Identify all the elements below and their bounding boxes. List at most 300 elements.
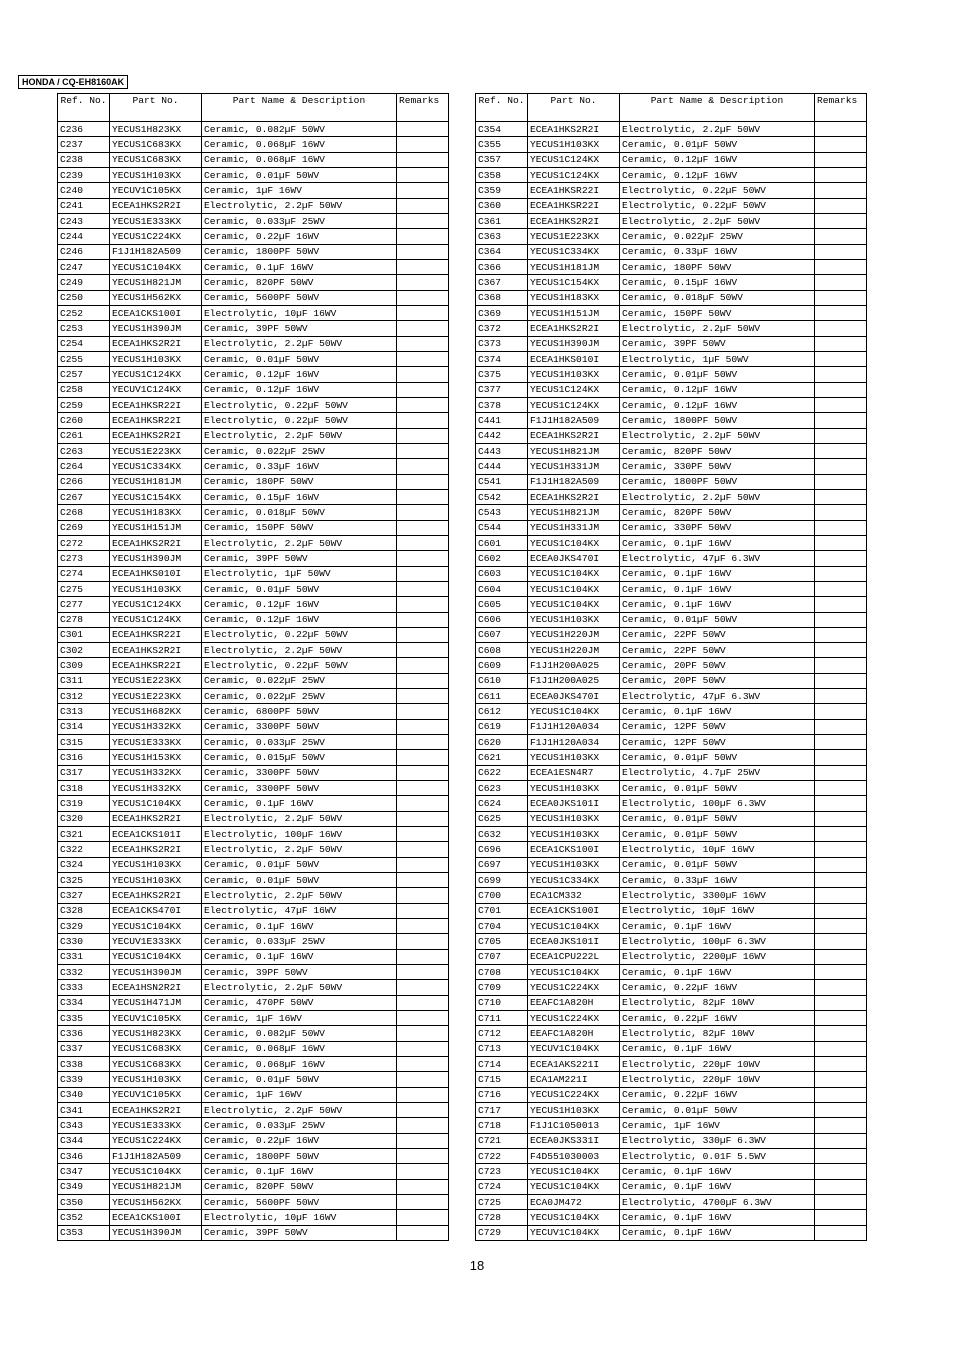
description-cell: Ceramic, 0.33µF 16WV: [620, 873, 815, 888]
description-cell: Ceramic, 20PF 50WV: [620, 658, 815, 673]
remarks-cell: [397, 827, 449, 842]
ref-no-cell: C722: [476, 1148, 528, 1163]
ref-no-cell: C316: [58, 750, 110, 765]
ref-no-cell: C352: [58, 1210, 110, 1225]
ref-no-cell: C375: [476, 367, 528, 382]
part-no-cell: YECUS1H103KX: [110, 873, 202, 888]
table-row: [58, 535, 449, 550]
ref-no-cell: C236: [58, 122, 110, 137]
ref-no-cell: C331: [58, 949, 110, 964]
remarks-cell: [397, 781, 449, 796]
remarks-cell: [815, 597, 867, 612]
remarks-cell: [397, 183, 449, 198]
description-cell: Ceramic, 820PF 50WV: [202, 275, 397, 290]
table-row: [476, 1026, 867, 1041]
part-no-cell: ECEA1HKS2R2I: [110, 643, 202, 658]
description-cell: Ceramic, 0.01µF 50WV: [620, 367, 815, 382]
remarks-cell: [397, 505, 449, 520]
remarks-cell: [397, 842, 449, 857]
ref-no-cell: C311: [58, 673, 110, 688]
description-cell: Ceramic, 0.1µF 16WV: [202, 949, 397, 964]
remarks-cell: [397, 1057, 449, 1072]
table-row: [58, 137, 449, 152]
remarks-cell: [397, 213, 449, 228]
description-cell: Ceramic, 0.1µF 16WV: [620, 965, 815, 980]
description-cell: Electrolytic, 10µF 16WV: [202, 1210, 397, 1225]
ref-no-cell: C377: [476, 382, 528, 397]
ref-no-cell: C714: [476, 1057, 528, 1072]
part-no-cell: YECUS1E223KX: [528, 229, 620, 244]
part-no-cell: ECEA1HKS2R2I: [110, 1103, 202, 1118]
part-no-cell: YECUV1E333KX: [110, 934, 202, 949]
description-cell: Ceramic, 0.22µF 16WV: [202, 1133, 397, 1148]
remarks-cell: [397, 796, 449, 811]
table-row: [58, 934, 449, 949]
table-row: [58, 796, 449, 811]
part-no-cell: YECUS1H103KX: [110, 1072, 202, 1087]
remarks-cell: [815, 137, 867, 152]
ref-no-cell: C261: [58, 428, 110, 443]
part-no-cell: ECEA1CKS470I: [110, 903, 202, 918]
ref-no-cell: C244: [58, 229, 110, 244]
table-row: [58, 719, 449, 734]
ref-no-cell: C266: [58, 474, 110, 489]
description-cell: Electrolytic, 1µF 50WV: [202, 566, 397, 581]
ref-no-cell: C338: [58, 1057, 110, 1072]
ref-no-cell: C604: [476, 581, 528, 596]
ref-no-cell: C704: [476, 919, 528, 934]
remarks-cell: [397, 259, 449, 274]
ref-no-cell: C258: [58, 382, 110, 397]
remarks-cell: [815, 934, 867, 949]
remarks-cell: [815, 551, 867, 566]
ref-no-cell: C317: [58, 765, 110, 780]
part-no-cell: YECUS1C334KX: [528, 244, 620, 259]
description-cell: Electrolytic, 2.2µF 50WV: [202, 428, 397, 443]
description-cell: Electrolytic, 4.7µF 25WV: [620, 765, 815, 780]
part-no-cell: ECA1CM332: [528, 888, 620, 903]
part-no-cell: YECUS1C104KX: [528, 597, 620, 612]
ref-no-cell: C612: [476, 704, 528, 719]
ref-no-cell: C340: [58, 1087, 110, 1102]
description-cell: Ceramic, 0.12µF 16WV: [620, 382, 815, 397]
remarks-cell: [397, 903, 449, 918]
ref-no-cell: C325: [58, 873, 110, 888]
table-row: [476, 980, 867, 995]
description-cell: Ceramic, 0.01µF 50WV: [620, 827, 815, 842]
ref-no-cell: C302: [58, 643, 110, 658]
table-row: [58, 1210, 449, 1225]
remarks-cell: [397, 1103, 449, 1118]
description-cell: Ceramic, 39PF 50WV: [620, 336, 815, 351]
description-cell: Ceramic, 0.01µF 50WV: [202, 873, 397, 888]
part-no-cell: ECEA1HKS2R2I: [110, 428, 202, 443]
remarks-cell: [815, 367, 867, 382]
remarks-cell: [397, 305, 449, 320]
part-no-cell: YECUV1C105KX: [110, 1011, 202, 1026]
part-no-cell: YECUS1C104KX: [110, 259, 202, 274]
part-no-cell: ECEA1HKS2R2I: [528, 428, 620, 443]
remarks-cell: [815, 413, 867, 428]
description-cell: Ceramic, 0.01µF 50WV: [202, 581, 397, 596]
description-cell: Ceramic, 0.1µF 16WV: [202, 259, 397, 274]
ref-no-cell: C353: [58, 1225, 110, 1240]
ref-no-cell: C710: [476, 995, 528, 1010]
table-row: [476, 1164, 867, 1179]
part-no-cell: ECA0JM472: [528, 1194, 620, 1209]
description-cell: Ceramic, 0.15µF 16WV: [202, 489, 397, 504]
ref-no-cell: C541: [476, 474, 528, 489]
table-row: [476, 459, 867, 474]
description-cell: Ceramic, 150PF 50WV: [202, 520, 397, 535]
part-no-cell: YECUS1C154KX: [110, 489, 202, 504]
part-no-cell: ECEA1HKS2R2I: [528, 213, 620, 228]
description-cell: Ceramic, 0.1µF 16WV: [620, 581, 815, 596]
remarks-cell: [815, 1148, 867, 1163]
table-row: [476, 873, 867, 888]
part-no-cell: YECUS1H103KX: [110, 167, 202, 182]
description-cell: Ceramic, 0.1µF 16WV: [620, 1179, 815, 1194]
table-row: [476, 244, 867, 259]
parts-table-right: [475, 93, 867, 1241]
remarks-cell: [397, 321, 449, 336]
description-cell: Electrolytic, 100µF 6.3WV: [620, 796, 815, 811]
ref-no-cell: C725: [476, 1194, 528, 1209]
description-cell: Ceramic, 0.1µF 16WV: [620, 597, 815, 612]
part-no-cell: YECUS1H823KX: [110, 1026, 202, 1041]
remarks-cell: [397, 919, 449, 934]
table-row: [476, 152, 867, 167]
ref-no-cell: C368: [476, 290, 528, 305]
description-cell: Ceramic, 180PF 50WV: [620, 259, 815, 274]
description-cell: Electrolytic, 2.2µF 50WV: [202, 535, 397, 550]
part-no-cell: YECUS1C104KX: [528, 566, 620, 581]
table-row: [476, 382, 867, 397]
ref-no-cell: C277: [58, 597, 110, 612]
remarks-cell: [815, 612, 867, 627]
description-cell: Ceramic, 0.1µF 16WV: [620, 1041, 815, 1056]
remarks-cell: [815, 459, 867, 474]
table-row: [58, 1133, 449, 1148]
part-no-cell: YECUS1C683KX: [110, 1041, 202, 1056]
part-no-cell: YECUS1H332KX: [110, 765, 202, 780]
part-no-cell: YECUS1H821JM: [110, 1179, 202, 1194]
remarks-cell: [815, 229, 867, 244]
description-cell: Ceramic, 0.01µF 50WV: [620, 811, 815, 826]
part-no-cell: F1J1H200A025: [528, 658, 620, 673]
ref-no-cell: C697: [476, 857, 528, 872]
description-cell: Ceramic, 22PF 50WV: [620, 643, 815, 658]
ref-no-cell: C715: [476, 1072, 528, 1087]
table-row: [476, 857, 867, 872]
remarks-cell: [397, 658, 449, 673]
table-row: [58, 995, 449, 1010]
table-row: [58, 367, 449, 382]
part-no-cell: YECUS1H821JM: [110, 275, 202, 290]
remarks-cell: [397, 137, 449, 152]
table-row: [476, 1057, 867, 1072]
description-cell: Electrolytic, 10µF 16WV: [620, 842, 815, 857]
table-row: [476, 811, 867, 826]
remarks-cell: [815, 1011, 867, 1026]
remarks-cell: [397, 673, 449, 688]
ref-no-cell: C711: [476, 1011, 528, 1026]
part-no-cell: YECUS1H220JM: [528, 627, 620, 642]
remarks-cell: [397, 1087, 449, 1102]
part-no-cell: ECA1AM221I: [528, 1072, 620, 1087]
remarks-cell: [397, 489, 449, 504]
ref-no-cell: C327: [58, 888, 110, 903]
part-no-cell: F1J1H182A509: [110, 1148, 202, 1163]
ref-no-cell: C603: [476, 566, 528, 581]
ref-no-cell: C355: [476, 137, 528, 152]
description-cell: Ceramic, 0.068µF 16WV: [202, 152, 397, 167]
remarks-cell: [815, 167, 867, 182]
remarks-cell: [397, 1011, 449, 1026]
ref-no-cell: C346: [58, 1148, 110, 1163]
table-row: [58, 505, 449, 520]
table-row: [476, 765, 867, 780]
ref-no-cell: C728: [476, 1210, 528, 1225]
description-cell: Electrolytic, 47µF 6.3WV: [620, 689, 815, 704]
remarks-cell: [815, 428, 867, 443]
remarks-cell: [815, 1118, 867, 1133]
table-row: [476, 597, 867, 612]
remarks-cell: [397, 1041, 449, 1056]
ref-no-cell: C268: [58, 505, 110, 520]
table-row: [476, 367, 867, 382]
part-no-cell: YECUS1C104KX: [528, 1164, 620, 1179]
ref-no-cell: C301: [58, 627, 110, 642]
part-no-cell: ECEA1CKS101I: [110, 827, 202, 842]
remarks-cell: [397, 965, 449, 980]
description-cell: Electrolytic, 100µF 6.3WV: [620, 934, 815, 949]
remarks-cell: [815, 443, 867, 458]
remarks-cell: [397, 995, 449, 1010]
table-row: [476, 750, 867, 765]
part-no-cell: YECUS1H390JM: [110, 965, 202, 980]
remarks-cell: [815, 949, 867, 964]
description-cell: Ceramic, 0.033µF 25WV: [202, 735, 397, 750]
ref-no-cell: C602: [476, 551, 528, 566]
remarks-cell: [815, 796, 867, 811]
description-cell: Electrolytic, 2.2µF 50WV: [202, 198, 397, 213]
ref-no-cell: C250: [58, 290, 110, 305]
table-row: [58, 213, 449, 228]
column-header-description: Part Name & Description: [202, 94, 397, 122]
table-row: [58, 949, 449, 964]
ref-no-cell: C335: [58, 1011, 110, 1026]
table-row: [476, 1133, 867, 1148]
description-cell: Ceramic, 39PF 50WV: [202, 1225, 397, 1240]
ref-no-cell: C243: [58, 213, 110, 228]
remarks-cell: [815, 1041, 867, 1056]
description-cell: Ceramic, 0.018µF 50WV: [620, 290, 815, 305]
part-no-cell: YECUS1H332KX: [110, 719, 202, 734]
part-no-cell: YECUS1C224KX: [528, 980, 620, 995]
table-row: [58, 1041, 449, 1056]
description-cell: Ceramic, 0.1µF 16WV: [620, 919, 815, 934]
table-row: [476, 888, 867, 903]
ref-no-cell: C364: [476, 244, 528, 259]
remarks-cell: [397, 397, 449, 412]
description-cell: Electrolytic, 4700µF 6.3WV: [620, 1194, 815, 1209]
description-cell: Ceramic, 0.1µF 16WV: [202, 919, 397, 934]
table-row: [58, 1011, 449, 1026]
ref-no-cell: C347: [58, 1164, 110, 1179]
description-cell: Ceramic, 1800PF 50WV: [202, 244, 397, 259]
description-cell: Ceramic, 0.01µF 50WV: [620, 612, 815, 627]
description-cell: Ceramic, 0.082µF 50WV: [202, 122, 397, 137]
remarks-cell: [815, 520, 867, 535]
remarks-cell: [815, 627, 867, 642]
part-no-cell: YECUS1H103KX: [528, 811, 620, 826]
description-cell: Ceramic, 0.01µF 50WV: [202, 167, 397, 182]
part-no-cell: ECEA1HKS2R2I: [110, 888, 202, 903]
ref-no-cell: C246: [58, 244, 110, 259]
table-row: [58, 581, 449, 596]
description-cell: Ceramic, 330PF 50WV: [620, 459, 815, 474]
description-cell: Electrolytic, 10µF 16WV: [202, 305, 397, 320]
ref-no-cell: C269: [58, 520, 110, 535]
ref-no-cell: C333: [58, 980, 110, 995]
table-row: [58, 704, 449, 719]
table-row: [476, 735, 867, 750]
description-cell: Ceramic, 0.33µF 16WV: [202, 459, 397, 474]
description-cell: Electrolytic, 220µF 10WV: [620, 1072, 815, 1087]
part-no-cell: YECUS1H181JM: [528, 259, 620, 274]
description-cell: Ceramic, 0.01µF 50WV: [202, 1072, 397, 1087]
description-cell: Ceramic, 3300PF 50WV: [202, 719, 397, 734]
remarks-cell: [815, 290, 867, 305]
table-row: [58, 781, 449, 796]
remarks-cell: [815, 305, 867, 320]
ref-no-cell: C721: [476, 1133, 528, 1148]
ref-no-cell: C273: [58, 551, 110, 566]
table-row: [476, 689, 867, 704]
remarks-cell: [397, 520, 449, 535]
description-cell: Ceramic, 0.33µF 16WV: [620, 244, 815, 259]
column-header-ref: Ref. No.: [476, 94, 528, 122]
part-no-cell: ECEA1HKS2R2I: [110, 336, 202, 351]
description-cell: Ceramic, 0.022µF 25WV: [202, 673, 397, 688]
part-no-cell: YECUV1C104KX: [528, 1041, 620, 1056]
table-row: [58, 566, 449, 581]
remarks-cell: [815, 1194, 867, 1209]
remarks-cell: [397, 1148, 449, 1163]
table-row: [476, 1210, 867, 1225]
description-cell: Electrolytic, 0.22µF 50WV: [202, 658, 397, 673]
description-cell: Electrolytic, 0.22µF 50WV: [620, 183, 815, 198]
part-no-cell: YECUS1C224KX: [528, 1011, 620, 1026]
table-row: [58, 1057, 449, 1072]
ref-no-cell: C343: [58, 1118, 110, 1133]
part-no-cell: YECUS1C124KX: [528, 167, 620, 182]
description-cell: Ceramic, 0.033µF 25WV: [202, 1118, 397, 1133]
remarks-cell: [815, 842, 867, 857]
remarks-cell: [815, 1210, 867, 1225]
description-cell: Electrolytic, 0.22µF 50WV: [202, 627, 397, 642]
ref-no-cell: C357: [476, 152, 528, 167]
description-cell: Ceramic, 0.033µF 25WV: [202, 213, 397, 228]
table-row: [58, 1164, 449, 1179]
part-no-cell: YECUS1H331JM: [528, 459, 620, 474]
remarks-cell: [397, 704, 449, 719]
table-row: [58, 627, 449, 642]
table-row: [476, 305, 867, 320]
table-row: [58, 259, 449, 274]
part-no-cell: YECUS1H821JM: [528, 505, 620, 520]
description-cell: Ceramic, 0.01µF 50WV: [620, 857, 815, 872]
remarks-cell: [815, 122, 867, 137]
part-no-cell: YECUS1C224KX: [528, 1087, 620, 1102]
table-row: [476, 1041, 867, 1056]
ref-no-cell: C542: [476, 489, 528, 504]
ref-no-cell: C367: [476, 275, 528, 290]
ref-no-cell: C606: [476, 612, 528, 627]
part-no-cell: F1J1H120A034: [528, 735, 620, 750]
ref-no-cell: C360: [476, 198, 528, 213]
part-no-cell: YECUS1C683KX: [110, 137, 202, 152]
description-cell: Ceramic, 0.12µF 16WV: [202, 597, 397, 612]
ref-no-cell: C341: [58, 1103, 110, 1118]
description-cell: Ceramic, 0.022µF 25WV: [620, 229, 815, 244]
table-row: [476, 474, 867, 489]
ref-no-cell: C354: [476, 122, 528, 137]
remarks-cell: [815, 689, 867, 704]
table-row: [58, 122, 449, 137]
ref-no-cell: C241: [58, 198, 110, 213]
description-cell: Electrolytic, 2.2µF 50WV: [202, 811, 397, 826]
table-row: [476, 1103, 867, 1118]
remarks-cell: [397, 198, 449, 213]
description-cell: Electrolytic, 2.2µF 50WV: [202, 842, 397, 857]
remarks-cell: [815, 811, 867, 826]
part-no-cell: YECUS1H103KX: [528, 612, 620, 627]
description-cell: Ceramic, 1800PF 50WV: [620, 413, 815, 428]
ref-no-cell: C716: [476, 1087, 528, 1102]
parts-table-body: [476, 122, 867, 1241]
ref-no-cell: C239: [58, 167, 110, 182]
remarks-cell: [397, 413, 449, 428]
table-row: [58, 489, 449, 504]
part-no-cell: EEAFC1A820H: [528, 995, 620, 1010]
remarks-cell: [815, 1103, 867, 1118]
description-cell: Electrolytic, 47µF 16WV: [202, 903, 397, 918]
description-cell: Electrolytic, 2.2µF 50WV: [202, 888, 397, 903]
part-no-cell: ECEA1CKS100I: [528, 842, 620, 857]
table-row: [58, 167, 449, 182]
description-cell: Ceramic, 0.01µF 50WV: [620, 137, 815, 152]
part-no-cell: YECUS1H220JM: [528, 643, 620, 658]
table-row: [476, 213, 867, 228]
remarks-cell: [815, 1225, 867, 1240]
table-row: [476, 167, 867, 182]
ref-no-cell: C729: [476, 1225, 528, 1240]
part-no-cell: ECEA1CKS100I: [110, 1210, 202, 1225]
ref-no-cell: C334: [58, 995, 110, 1010]
part-no-cell: ECEA1CKS100I: [528, 903, 620, 918]
parts-table-body: [58, 122, 449, 1241]
table-row: [476, 428, 867, 443]
description-cell: Ceramic, 5600PF 50WV: [202, 290, 397, 305]
remarks-cell: [815, 873, 867, 888]
table-row: [476, 351, 867, 366]
table-row: [476, 949, 867, 964]
part-no-cell: ECEA1HKS2R2I: [110, 811, 202, 826]
description-cell: Ceramic, 0.1µF 16WV: [202, 1164, 397, 1179]
remarks-cell: [397, 888, 449, 903]
